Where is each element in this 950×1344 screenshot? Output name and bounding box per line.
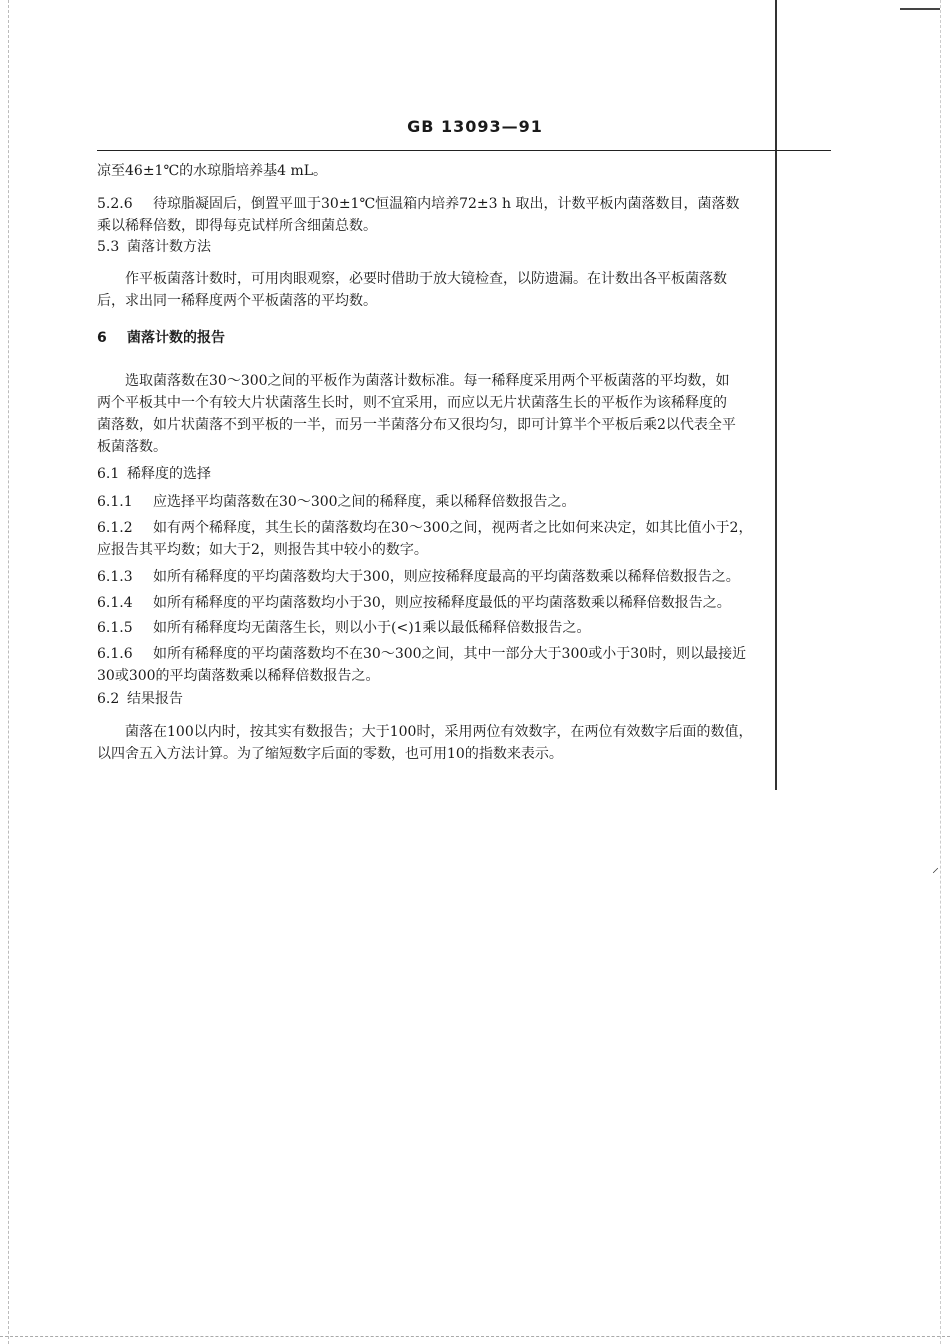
text-line bbox=[97, 393, 833, 413]
clause-number: 6.1.6 bbox=[97, 646, 133, 662]
clause-number: 6.1.1 bbox=[97, 494, 133, 510]
scan-edge-left bbox=[8, 0, 9, 1344]
section-number: 5.3 bbox=[97, 239, 120, 255]
text-line bbox=[97, 415, 833, 435]
section-title: 菌落计数方法 bbox=[127, 239, 211, 255]
clause-number: 5.2.6 bbox=[97, 196, 133, 212]
clause-number: 6.1.5 bbox=[97, 620, 133, 636]
line-text: 后，求出同一稀释度两个平板菌落的平均数。 bbox=[97, 293, 377, 309]
scan-edge-right bbox=[940, 0, 941, 1344]
text-line bbox=[97, 437, 833, 457]
clause-text: 如所有稀释度的平均菌落数均不在30～300之间，其中一部分大于300或小于30时，则以最接近 bbox=[153, 646, 747, 662]
line-text: 以四舍五入方法计算。为了缩短数字后面的零数，也可用10的指数来表示。 bbox=[97, 746, 563, 762]
line-text: 板菌落数。 bbox=[97, 439, 167, 455]
text-line bbox=[97, 666, 833, 686]
standard-number-header: GB 13093—91 bbox=[407, 117, 543, 136]
clause-text: 如所有稀释度均无菌落生长，则以小于(<)1乘以最低稀释倍数报告之。 bbox=[153, 620, 591, 636]
clause-6-1-1 bbox=[97, 492, 833, 512]
clause-5-2-6 bbox=[97, 194, 833, 214]
clause-text: 如有两个稀释度，其生长的菌落数均在30～300之间，视两者之比如何来决定，如其比值小于2， bbox=[153, 520, 753, 536]
text-line bbox=[97, 216, 833, 236]
clause-text: 待琼脂凝固后，倒置平皿于30±1℃恒温箱内培养72±3 h 取出，计数平板内菌落数目，菌落数 bbox=[153, 196, 740, 212]
clause-6-1-4 bbox=[97, 593, 833, 613]
clause-number: 6.1.2 bbox=[97, 520, 133, 536]
clause-number: 6.1.4 bbox=[97, 595, 133, 611]
section-number: 6.2 bbox=[97, 691, 120, 707]
text-line bbox=[97, 161, 833, 181]
scan-corner-mark bbox=[900, 8, 940, 10]
line-text: 选取菌落数在30～300之间的平板作为菌落计数标准。每一稀释度采用两个平板菌落的平均数，如 bbox=[125, 373, 730, 389]
line-text: 30或300的平均菌落数乘以稀释倍数报告之。 bbox=[97, 668, 380, 684]
heading-6 bbox=[97, 328, 833, 348]
text-line bbox=[97, 744, 833, 764]
line-text: 菌落数，如片状菌落不到平板的一半，而另一半菌落分布又很均匀，即可计算半个平板后乘2以代表全平 bbox=[97, 417, 736, 433]
text-line bbox=[97, 540, 833, 560]
clause-6-1-2 bbox=[97, 518, 833, 538]
clause-6-1-5 bbox=[97, 618, 833, 638]
line-text: 两个平板其中一个有较大片状菌落生长时，则不宜采用，而应以无片状菌落生长的平板作为该稀释度的 bbox=[97, 395, 727, 411]
line-text: 乘以稀释倍数，即得每克试样所含细菌总数。 bbox=[97, 218, 377, 234]
text-line bbox=[97, 722, 833, 742]
clause-6-1-6 bbox=[97, 644, 833, 664]
line-text: 作平板菌落计数时，可用肉眼观察，必要时借助于放大镜检查，以防遗漏。在计数出各平板菌落数 bbox=[125, 271, 727, 287]
scan-tick-mark: ⸝ bbox=[932, 860, 939, 876]
heading-5-3 bbox=[97, 237, 833, 257]
heading-6-2 bbox=[97, 689, 833, 709]
section-title: 菌落计数的报告 bbox=[127, 330, 225, 346]
section-title: 结果报告 bbox=[127, 691, 183, 707]
clause-text: 应选择平均菌落数在30～300之间的稀释度，乘以稀释倍数报告之。 bbox=[153, 494, 576, 510]
text-line bbox=[97, 291, 833, 311]
text-line bbox=[97, 371, 833, 391]
heading-6-1 bbox=[97, 464, 833, 484]
clause-text: 如所有稀释度的平均菌落数均小于30，则应按稀释度最低的平均菌落数乘以稀释倍数报告之。 bbox=[153, 595, 731, 611]
clause-6-1-3 bbox=[97, 567, 833, 587]
header-rule bbox=[97, 150, 831, 151]
line-text: 应报告其平均数；如大于2，则报告其中较小的数字。 bbox=[97, 542, 428, 558]
line-text: 凉至46±1℃的水琼脂培养基4 mL。 bbox=[97, 163, 328, 179]
section-number: 6.1 bbox=[97, 466, 120, 482]
scan-edge-bottom bbox=[0, 1336, 950, 1337]
section-number: 6 bbox=[97, 330, 107, 346]
section-title: 稀释度的选择 bbox=[127, 466, 211, 482]
clause-number: 6.1.3 bbox=[97, 569, 133, 585]
text-line bbox=[97, 269, 833, 289]
clause-text: 如所有稀释度的平均菌落数均大于300，则应按稀释度最高的平均菌落数乘以稀释倍数报告之。 bbox=[153, 569, 740, 585]
line-text: 菌落在100以内时，按其实有数报告；大于100时，采用两位有效数字，在两位有效数字后面的数值， bbox=[125, 724, 753, 740]
